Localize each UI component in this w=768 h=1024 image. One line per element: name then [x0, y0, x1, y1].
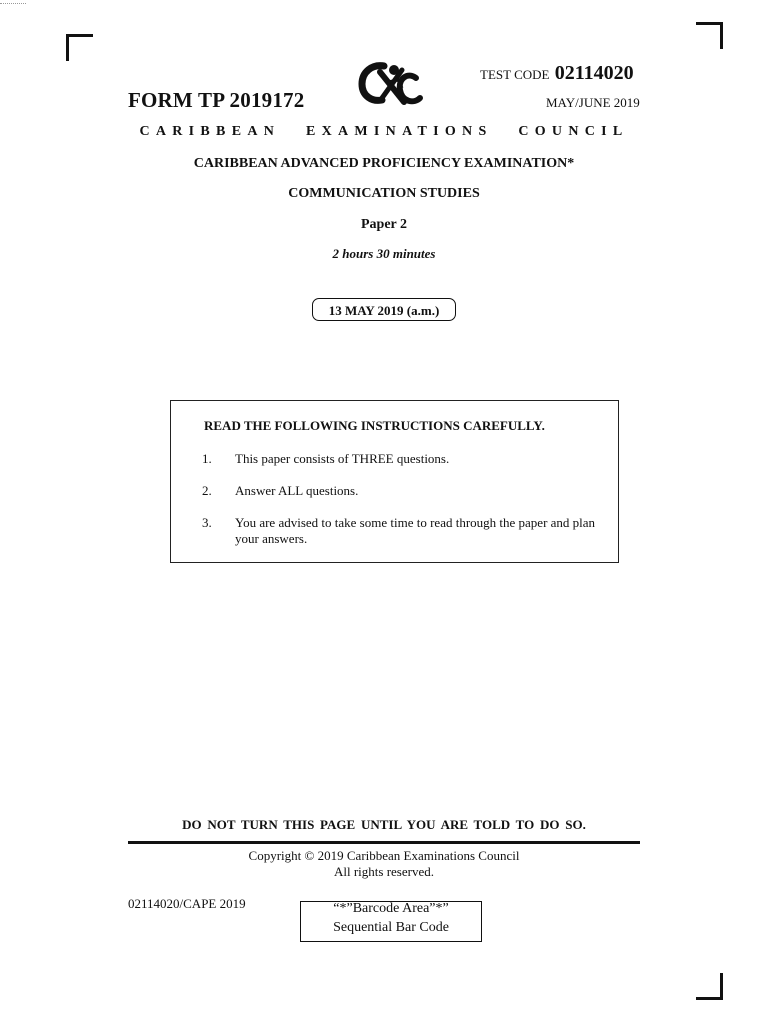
registration-mark-top-right — [696, 22, 723, 49]
exam-duration: 2 hours 30 minutes — [332, 246, 436, 261]
copyright-notice — [0, 848, 768, 880]
barcode-area — [300, 901, 482, 942]
do-not-turn-warning: DO NOT TURN THIS PAGE UNTIL YOU ARE TOLD TO DO SO. — [182, 817, 586, 832]
page-edge-mark — [0, 0, 26, 4]
instructions-heading: READ THE FOLLOWING INSTRUCTIONS CAREFULLY. — [204, 418, 545, 433]
barcode-area-label: “*”Barcode Area”*” — [333, 901, 449, 916]
paper-code: 02114020/CAPE 2019 — [128, 896, 246, 911]
instruction-text: You are advised to take some time to read through the paper and plan your answers. — [235, 515, 596, 546]
subject-title: COMMUNICATION STUDIES — [288, 186, 480, 201]
instruction-text: This paper consists of THREE questions. — [235, 451, 450, 466]
instruction-number: 1. — [202, 451, 212, 466]
instruction-number: 3. — [202, 515, 212, 530]
exam-name: CARIBBEAN ADVANCED PROFICIENCY EXAMINATION* — [193, 156, 575, 171]
instruction-text: Answer ALL questions. — [235, 483, 359, 498]
test-code-label: TEST CODE — [480, 67, 550, 82]
cxc-logo-icon — [358, 58, 424, 110]
instruction-number: 2. — [202, 483, 212, 498]
test-code — [480, 62, 634, 85]
exam-date-badge: 13 MAY 2019 (a.m.) — [312, 298, 456, 321]
registration-mark-top-left — [66, 34, 93, 61]
footer-divider — [128, 841, 640, 844]
registration-mark-bottom-right — [696, 973, 723, 1000]
copyright-line: Copyright © 2019 Caribbean Examinations Council — [248, 848, 520, 863]
form-code: FORM TP 2019172 — [128, 88, 305, 112]
test-code-value: 02114020 — [554, 62, 634, 84]
council-name: CARIBBEAN EXAMINATIONS COUNCIL — [139, 124, 629, 139]
exam-session: MAY/JUNE 2019 — [546, 95, 640, 110]
rights-line: All rights reserved. — [333, 864, 434, 879]
barcode-type-label: Sequential Bar Code — [333, 920, 449, 935]
paper-number: Paper 2 — [360, 217, 407, 232]
